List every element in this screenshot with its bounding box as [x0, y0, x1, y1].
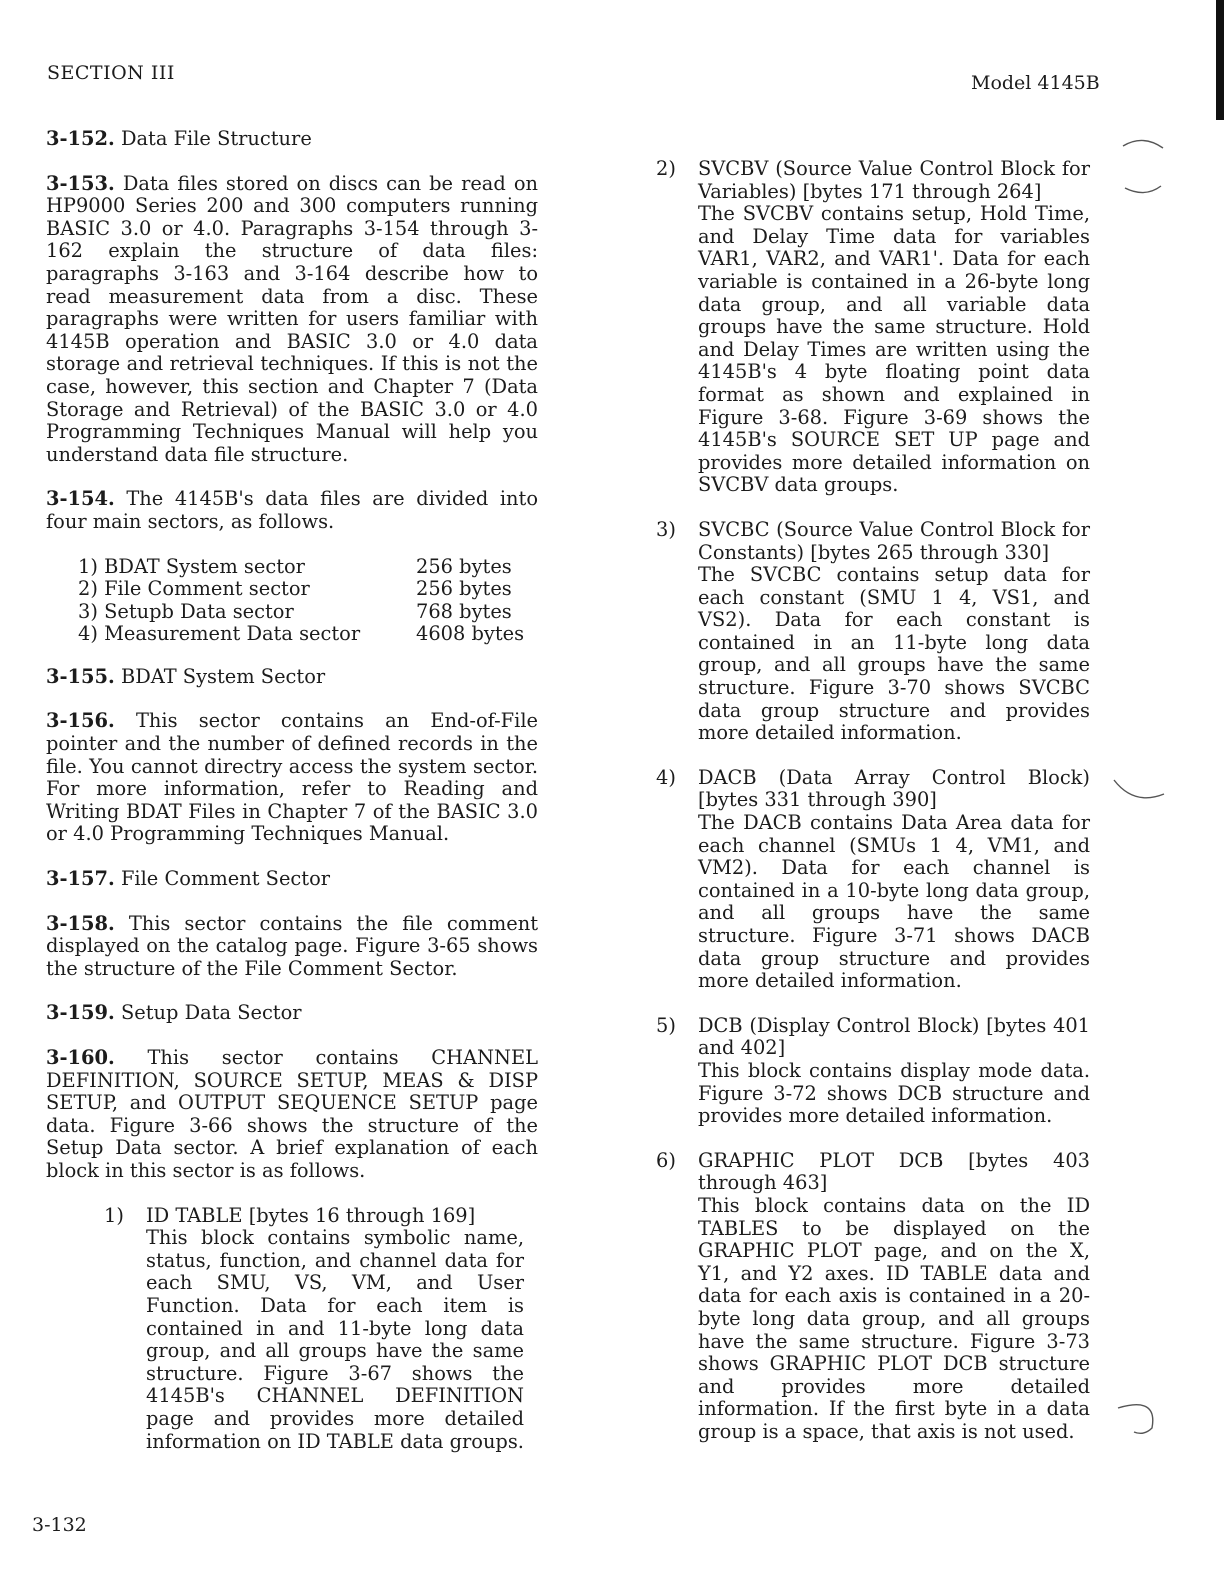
list-item-svcbc: [656, 519, 1090, 745]
item-content: [698, 1150, 1090, 1444]
paragraph-3-156: [46, 710, 538, 846]
sector-name: 3) Setupb Data sector: [78, 599, 294, 623]
item-marker: 1): [104, 1203, 124, 1227]
heading-3-152: [46, 128, 538, 151]
list-item-dcb: [656, 1015, 1090, 1128]
sector-size: 4608 bytes: [416, 622, 525, 646]
paragraph-number: 3-159.: [46, 1001, 115, 1025]
paragraph-number: 3-158.: [46, 911, 115, 935]
left-column: [46, 128, 538, 1475]
item-content: [698, 767, 1090, 993]
paragraph-number: 3-160.: [46, 1046, 115, 1069]
list-item-id-table: [104, 1205, 524, 1454]
item-marker: 2): [656, 157, 676, 180]
heading-title: BDAT System Sector: [120, 664, 326, 688]
item-content: [146, 1205, 524, 1454]
paragraph-number: 3-155.: [46, 664, 115, 688]
list-item-graphic-plot-dcb: [656, 1150, 1090, 1444]
model-header: Model 4145B: [971, 72, 1100, 94]
sector-size: 256 bytes: [416, 554, 512, 578]
binder-hole-mark-icon: [1115, 132, 1171, 202]
sector-row: [78, 578, 524, 601]
list-item-svcbv: [656, 158, 1090, 497]
item-title: ID TABLE [bytes 16 through 169]: [146, 1203, 476, 1227]
binder-hole-mark-icon: [1112, 1396, 1172, 1446]
paragraph-text: Data files stored on discs can be read on HP9000 Series 200 and 300 computers running BASIC 3.0 or 4.0. Paragraphs 3-154 through 3-162 explain the structure of data files: paragraphs 3-163 and 3-164 describe how to read measurement data from a disc. These paragraphs were written for users familiar with 4145B operation and BASIC 3.0 or 4.0 data storage and retrieval techniques. If this is not the case, however, this section and Chapter 7 (Data Storage and Retrieval) of the BASIC 3.0 or 4.0 Programming Techniques Manual will help you understand data file structure.: [46, 171, 538, 466]
item-title: SVCBC (Source Value Control Block for Constants) [bytes 265 through 330]: [698, 517, 1090, 564]
sector-name: 2) File Comment sector: [78, 577, 310, 601]
right-column: [656, 158, 1090, 1465]
item-text: This block contains symbolic name, status, function, and channel data for each SMU, VS, VM, and User Function. Data for each item is contained in and 11-byte long data group, and all groups have the same structure. Figure 3-67 shows the 4145B's CHANNEL DEFINITION page and provides more detailed information on ID TABLE data groups.: [146, 1226, 524, 1453]
heading-title: Setup Data Sector: [120, 1001, 302, 1025]
binder-hole-mark-icon: [1110, 772, 1170, 822]
paragraph-text: The 4145B's data files are divided into four main sectors, as follows.: [46, 487, 538, 533]
item-content: [698, 158, 1090, 497]
heading-3-157: [46, 868, 538, 891]
heading-title: Data File Structure: [120, 127, 312, 150]
item-content: [698, 1015, 1090, 1128]
heading-3-155: [46, 666, 538, 689]
item-title: SVCBV (Source Value Control Block for Variables) [bytes 171 through 264]: [698, 157, 1090, 203]
heading-title: File Comment Sector: [120, 867, 331, 891]
paragraph-text: This sector contains the file comment displayed on the catalog page. Figure 3-65 shows the structure of the File Comment Sector.: [46, 911, 538, 980]
item-text: This block contains display mode data. Figure 3-72 shows DCB structure and provides more detailed information.: [698, 1058, 1090, 1128]
paragraph-number: 3-156.: [46, 709, 115, 733]
paragraph-3-153: [46, 173, 538, 467]
item-text: The SVCBC contains setup data for each constant (SMU 1 4, VS1, and VS2). Data for each constant is contained in an 11-byte long data group, and all groups have the same structure. Figure 3-70 shows SVCBC data group structure and provides more detailed information.: [698, 563, 1090, 745]
item-text: The DACB contains Data Area data for each channel (SMUs 1 4, VM1, and VM2). Data for each channel is contained in a 10-byte long data group, and all groups have the same structure. Figure 3-71 shows DACB data group structure and provides more detailed information.: [698, 811, 1090, 993]
item-marker: 5): [656, 1013, 676, 1037]
item-content: [698, 519, 1090, 745]
sector-table: [78, 556, 524, 646]
sector-row: [78, 556, 524, 579]
paragraph-3-160: [46, 1047, 538, 1183]
paragraph-number: 3-153.: [46, 171, 115, 195]
sector-size: 256 bytes: [416, 577, 512, 601]
item-marker: 3): [656, 517, 676, 541]
paragraph-number: 3-152.: [46, 127, 115, 150]
paragraph-3-154: [46, 488, 538, 533]
paragraph-number: 3-154.: [46, 487, 115, 511]
paragraph-text: This sector contains an End-of-File pointer and the number of defined records in the file. You cannot directry access the system sector. For more information, refer to Reading and Writing BDAT Files in Chapter 7 of the BASIC 3.0 or 4.0 Programming Techniques Manual.: [46, 709, 538, 846]
item-text: This block contains data on the ID TABLES to be displayed on the GRAPHIC PLOT page, and on the X, Y1, and Y2 axes. ID TABLE data and data for each axis is contained in a 20-byte long data group, and all groups have the same structure. Figure 3-73 shows GRAPHIC PLOT DCB structure and provides more detailed information. If the first byte in a data group is a space, that axis is not used.: [698, 1193, 1090, 1443]
item-text: The SVCBV contains setup, Hold Time, and Delay Time data for variables VAR1, VAR2, and VAR1'. Data for each variable is contained in a 26-byte long data group, and all variable data groups have the same structure. Hold and Delay Times are written using the 4145B's 4 byte floating point data format as shown and explained in Figure 3-68. Figure 3-69 shows the 4145B's SOURCE SET UP page and provides more detailed information on SVCBV data groups.: [698, 202, 1090, 497]
item-title: DACB (Data Array Control Block) [bytes 331 through 390]: [698, 765, 1090, 812]
paragraph-3-158: [46, 913, 538, 981]
paragraph-text: This sector contains CHANNEL DEFINITION, SOURCE SETUP, MEAS & DISP SETUP, and OUTPUT SEQUENCE SETUP page data. Figure 3-66 shows the structure of the Setup Data sector. A brief explanation of each block in this sector is as follows.: [46, 1046, 538, 1182]
item-marker: 6): [656, 1148, 676, 1172]
item-title: GRAPHIC PLOT DCB [bytes 403 through 463]: [698, 1148, 1090, 1195]
sector-size: 768 bytes: [416, 599, 512, 623]
sector-name: 1) BDAT System sector: [78, 554, 305, 578]
heading-3-159: [46, 1002, 538, 1025]
sector-row: [78, 623, 524, 646]
page-edge: [1216, 0, 1224, 120]
sector-name: 4) Measurement Data sector: [78, 622, 361, 646]
sector-row: [78, 601, 524, 624]
paragraph-number: 3-157.: [46, 867, 115, 891]
page-number: 3-132: [32, 1514, 87, 1536]
list-item-dacb: [656, 767, 1090, 993]
section-header: SECTION III: [47, 62, 175, 84]
item-marker: 4): [656, 765, 676, 789]
item-title: DCB (Display Control Block) [bytes 401 and 402]: [698, 1013, 1090, 1060]
